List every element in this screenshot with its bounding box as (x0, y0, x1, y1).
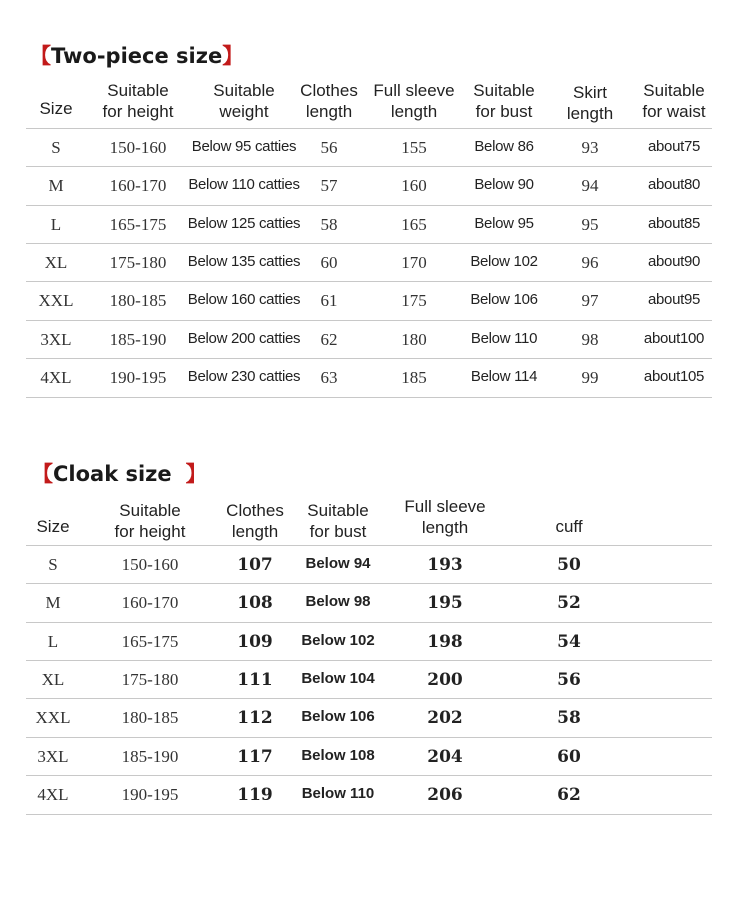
two-piece-cell: 57 (320, 176, 338, 196)
two-piece-cell: Below 125 catties (187, 214, 301, 232)
two-piece-cell: Below 106 (470, 291, 538, 309)
two-piece-cell: 160-170 (109, 176, 167, 196)
two-piece-cell: 165-175 (109, 214, 167, 234)
cloak-cell: 117 (237, 746, 273, 767)
cloak-cell: 107 (237, 555, 273, 575)
two-piece-cell: about90 (647, 252, 701, 270)
two-piece-cell: 150-160 (109, 138, 167, 157)
cloak-cell: 204 (427, 746, 463, 767)
cloak-cell: 193 (427, 555, 463, 575)
two-piece-cell: Below 135 catties (187, 252, 301, 270)
two-piece-cell: about105 (643, 367, 705, 385)
two-piece-cell: about100 (643, 329, 705, 347)
two-piece-cell: 94 (581, 176, 599, 196)
two-piece-header-1: Suitable for height (102, 81, 174, 121)
cloak-cell: 111 (237, 669, 273, 690)
cloak-cell: 56 (557, 669, 581, 690)
two-piece-cell: 4XL (40, 367, 72, 387)
two-piece-cell: Below 200 catties (187, 329, 301, 347)
two-piece-header-2: Suitable weight (213, 81, 275, 121)
two-piece-cell: about75 (647, 138, 701, 155)
two-piece-cell: Below 95 catties (191, 138, 297, 155)
cloak-cell: 62 (557, 784, 581, 805)
cloak-table-row (26, 775, 712, 815)
cloak-cell: 206 (427, 784, 463, 805)
cloak-cell: Below 98 (305, 593, 371, 611)
cloak-cell: 165-175 (121, 631, 179, 651)
two-piece-cell: S (51, 138, 61, 157)
cloak-cell: M (45, 593, 61, 613)
cloak-cell: 150-160 (121, 555, 179, 574)
title-bracket-close: 】 (222, 44, 244, 68)
two-piece-cell: about85 (647, 214, 701, 232)
cloak-cell: 185-190 (121, 746, 179, 766)
cloak-header-5: cuff (555, 517, 583, 536)
two-piece-cell: Below 110 catties (188, 176, 300, 194)
cloak-table-row (26, 698, 712, 737)
cloak-cell: 60 (557, 746, 581, 767)
two-piece-cell: XXL (38, 291, 74, 311)
cloak-cell: 180-185 (121, 708, 179, 728)
two-piece-header-4: Full sleeve length (373, 81, 455, 121)
two-piece-cell: 180 (401, 329, 427, 349)
two-piece-cell: Below 90 (474, 176, 534, 194)
two-piece-title-text: Two-piece size (51, 44, 223, 68)
title-bracket-open: 【 (30, 44, 51, 68)
two-piece-cell: L (50, 214, 62, 234)
cloak-cell: 58 (557, 708, 581, 729)
cloak-cell: S (48, 555, 58, 574)
two-piece-cell: M (48, 176, 64, 196)
cloak-header-0: Size (36, 517, 70, 536)
cloak-cell: 190-195 (121, 784, 179, 804)
two-piece-cell: Below 110 (470, 329, 538, 347)
cloak-cell: 200 (427, 669, 463, 690)
cloak-cell: L (47, 631, 59, 651)
two-piece-cell: XL (44, 252, 68, 272)
two-piece-cell: 160 (401, 176, 427, 196)
title-bracket-open: 【 (32, 462, 53, 486)
cloak-title-text: Cloak size (53, 462, 172, 486)
two-piece-header-5: Suitable for bust (473, 81, 535, 121)
two-piece-header-6: Skirt length (566, 83, 614, 123)
cloak-cell: 198 (427, 631, 463, 652)
two-piece-cell: 175 (401, 291, 427, 311)
cloak-cell: XL (41, 669, 65, 689)
two-piece-cell: 155 (401, 138, 427, 157)
cloak-cell: 52 (557, 593, 581, 614)
two-piece-cell: 62 (320, 329, 338, 349)
two-piece-cell: 96 (581, 252, 599, 272)
cloak-cell: 108 (237, 593, 273, 614)
cloak-table-row (26, 583, 712, 622)
cloak-cell: Below 108 (301, 746, 375, 764)
cloak-cell: Below 106 (301, 708, 375, 726)
cloak-cell: 112 (237, 708, 273, 729)
cloak-cell: 109 (237, 631, 273, 652)
cloak-header-1: Suitable for height (114, 501, 186, 541)
two-piece-cell: about95 (647, 291, 701, 309)
two-piece-cell: 97 (581, 291, 599, 311)
two-piece-cell: 60 (320, 252, 338, 272)
cloak-table-row (26, 737, 712, 776)
two-piece-cell: 185 (401, 367, 427, 387)
cloak-title (32, 458, 207, 488)
two-piece-cell: 175-180 (109, 252, 167, 272)
cloak-cell: Below 102 (301, 631, 375, 649)
cloak-table-row (26, 545, 712, 584)
two-piece-cell: 99 (581, 367, 599, 387)
two-piece-cell: 61 (320, 291, 338, 311)
title-bracket-close: 】 (185, 462, 207, 486)
cloak-header-2: Clothes length (226, 501, 284, 541)
cloak-table-row (26, 622, 712, 661)
cloak-cell: 195 (427, 593, 463, 614)
cloak-cell: Below 110 (301, 784, 375, 802)
cloak-cell: 50 (557, 555, 581, 575)
two-piece-cell: 165 (401, 214, 427, 234)
two-piece-cell: 56 (320, 138, 338, 157)
two-piece-cell: 3XL (40, 329, 72, 349)
cloak-cell: 160-170 (121, 593, 179, 613)
two-piece-cell: 63 (320, 367, 338, 387)
cloak-cell: Below 104 (301, 669, 375, 687)
two-piece-header-0: Size (39, 99, 73, 118)
two-piece-cell: 170 (401, 252, 427, 272)
cloak-header-4: Full sleeve length (404, 497, 486, 537)
two-piece-cell: Below 114 (470, 367, 538, 385)
cloak-cell: 54 (557, 631, 581, 652)
two-piece-cell: 180-185 (109, 291, 167, 311)
two-piece-cell: about80 (647, 176, 701, 194)
cloak-cell: XXL (35, 708, 71, 728)
cloak-cell: 202 (427, 708, 463, 729)
cloak-cell: 4XL (37, 784, 69, 804)
two-piece-cell: 190-195 (109, 367, 167, 387)
two-piece-cell: 93 (581, 138, 599, 157)
two-piece-cell: Below 102 (470, 252, 538, 270)
two-piece-cell: Below 95 (474, 214, 534, 232)
cloak-cell: 175-180 (121, 669, 179, 689)
cloak-table-row (26, 660, 712, 699)
two-piece-header-7: Suitable for waist (642, 81, 706, 121)
two-piece-cell: 98 (581, 329, 599, 349)
two-piece-cell: Below 230 catties (187, 367, 301, 385)
two-piece-cell: 185-190 (109, 329, 167, 349)
two-piece-cell: Below 86 (474, 138, 534, 155)
two-piece-header-3: Clothes length (300, 81, 358, 121)
cloak-header-3: Suitable for bust (307, 501, 369, 541)
two-piece-cell: Below 160 catties (187, 291, 301, 309)
cloak-cell: Below 94 (305, 555, 371, 572)
cloak-cell: 3XL (37, 746, 69, 766)
cloak-cell: 119 (237, 784, 273, 805)
cloak-section (26, 0, 712, 830)
two-piece-cell: 58 (320, 214, 338, 234)
two-piece-cell: 95 (581, 214, 599, 234)
